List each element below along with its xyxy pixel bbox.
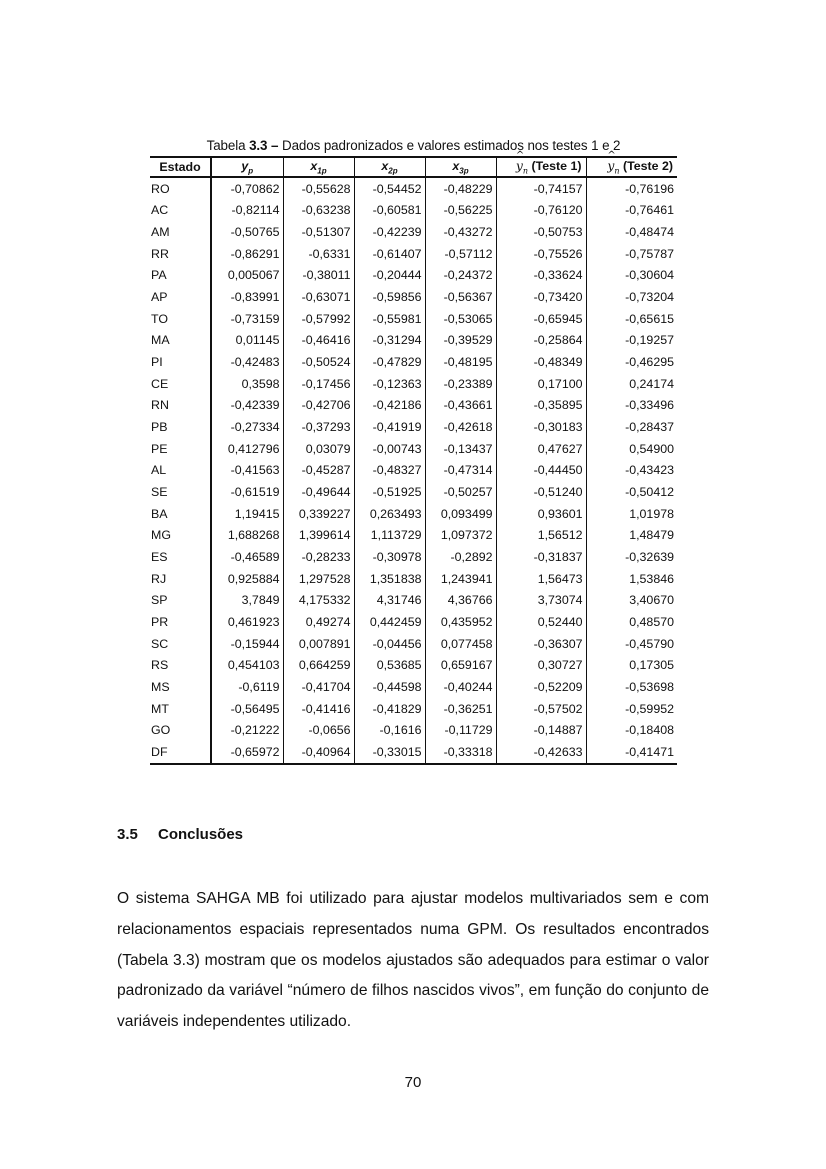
cell-estado: PB: [151, 420, 168, 435]
cell-x2p: 0,442459: [354, 611, 425, 633]
cell-estado: MA: [151, 333, 170, 348]
cell-x1p: 0,49274: [283, 611, 354, 633]
cell-yp: 0,01145: [211, 330, 283, 352]
cell-x2p: 1,351838: [354, 568, 425, 590]
cell-x2p: -0,41829: [354, 698, 425, 720]
cell-x3p: -0,50257: [425, 481, 496, 503]
cell-x3p: 0,077458: [425, 633, 496, 655]
cell-teste2: -0,41471: [586, 741, 677, 764]
cell-yp: 1,688268: [211, 525, 283, 547]
cell-x1p: -0,17456: [283, 373, 354, 395]
cell-teste2: 3,40670: [586, 589, 677, 611]
cell-x2p: -0,1616: [354, 719, 425, 741]
cell-x1p: -0,40964: [283, 741, 354, 764]
cell-estado: MG: [151, 528, 171, 543]
table-row: [150, 525, 677, 547]
cell-teste2: 1,48479: [586, 525, 677, 547]
cell-x2p: 4,31746: [354, 589, 425, 611]
cell-x2p: -0,33015: [354, 741, 425, 764]
cell-x2p: -0,59856: [354, 286, 425, 308]
cell-teste2: -0,19257: [586, 330, 677, 352]
cell-teste1: -0,48349: [496, 351, 586, 373]
header-estado: Estado: [150, 157, 211, 177]
cell-x1p: -0,6331: [283, 243, 354, 265]
table-row: [150, 633, 677, 655]
header-yp-symbol: y: [241, 158, 249, 173]
cell-yp: -0,42339: [211, 395, 283, 417]
cell-teste2: 1,53846: [586, 568, 677, 590]
cell-x1p: -0,55628: [283, 177, 354, 200]
cell-yp: -0,56495: [211, 698, 283, 720]
cell-x1p: -0,42706: [283, 395, 354, 417]
cell-x1p: -0,37293: [283, 416, 354, 438]
cell-estado: MS: [151, 679, 170, 694]
cell-x1p: -0,0656: [283, 719, 354, 741]
header-x2p: [354, 157, 425, 177]
cell-x2p: -0,31294: [354, 330, 425, 352]
cell-x2p: -0,00743: [354, 438, 425, 460]
header-teste1-label: (Teste 1): [531, 159, 582, 174]
conclusion-paragraph: O sistema SAHGA MB foi utilizado para ajustar modelos multivariados sem e com relacionamentos espaciais representados numa GPM. Os resultados encontrados (Tabela 3.3) mostram que os modelos ajustados são adequados para estimar o valor padronizado da variável “número de filhos nascidos vivos”, em função do conjunto de variáveis independentes utilizado.: [117, 890, 709, 1031]
cell-teste1: 1,56473: [496, 568, 586, 590]
cell-teste1: 1,56512: [496, 525, 586, 547]
cell-x3p: -0,33318: [425, 741, 496, 764]
table-row: [150, 676, 677, 698]
cell-x2p: -0,54452: [354, 177, 425, 200]
table-row: [150, 481, 677, 503]
cell-x1p: -0,45287: [283, 460, 354, 482]
cell-teste2: -0,46295: [586, 351, 677, 373]
cell-x1p: -0,51307: [283, 221, 354, 243]
cell-x3p: -0,2892: [425, 546, 496, 568]
cell-teste2: 0,48570: [586, 611, 677, 633]
cell-yp: -0,61519: [211, 481, 283, 503]
cell-x2p: -0,51925: [354, 481, 425, 503]
cell-estado: SE: [151, 485, 168, 500]
cell-x2p: -0,42186: [354, 395, 425, 417]
cell-teste2: 0,24174: [586, 373, 677, 395]
cell-teste1: -0,31837: [496, 546, 586, 568]
table-row: [150, 395, 677, 417]
cell-yp: -0,42483: [211, 351, 283, 373]
cell-teste2: -0,48474: [586, 221, 677, 243]
cell-estado: SC: [151, 636, 169, 651]
cell-x3p: -0,13437: [425, 438, 496, 460]
header-x3p-symbol: x: [452, 158, 460, 173]
cell-x2p: 1,113729: [354, 525, 425, 547]
header-yp: [211, 157, 283, 177]
cell-x3p: -0,36251: [425, 698, 496, 720]
header-x1p-symbol: x: [310, 158, 318, 173]
cell-teste2: -0,59952: [586, 698, 677, 720]
table-body: [150, 177, 677, 764]
cell-x2p: -0,47829: [354, 351, 425, 373]
table-row: [150, 330, 677, 352]
table-row: [150, 654, 677, 676]
cell-x1p: 0,664259: [283, 654, 354, 676]
cell-yp: 0,412796: [211, 438, 283, 460]
data-table: [150, 156, 677, 765]
cell-x3p: -0,23389: [425, 373, 496, 395]
cell-estado: DF: [150, 741, 211, 764]
cell-x3p: 1,243941: [425, 568, 496, 590]
cell-teste2: -0,73204: [586, 286, 677, 308]
cell-teste1: 0,52440: [496, 611, 586, 633]
cell-teste1: -0,25864: [496, 330, 586, 352]
table-row: [150, 308, 677, 330]
table-row: [150, 460, 677, 482]
cell-teste2: -0,30604: [586, 265, 677, 287]
table-row: [150, 243, 677, 265]
cell-x1p: 4,175332: [283, 589, 354, 611]
table-row: [150, 221, 677, 243]
cell-teste1: -0,57502: [496, 698, 586, 720]
cell-x1p: -0,63071: [283, 286, 354, 308]
header-teste2-yhat: [607, 158, 619, 175]
cell-teste2: -0,75787: [586, 243, 677, 265]
cell-x2p: 0,263493: [354, 503, 425, 525]
cell-teste2: -0,65615: [586, 308, 677, 330]
cell-yp: -0,50765: [211, 221, 283, 243]
cell-x1p: -0,38011: [283, 265, 354, 287]
table-row: [150, 200, 677, 222]
cell-estado: RS: [151, 658, 169, 673]
cell-x3p: -0,53065: [425, 308, 496, 330]
cell-x3p: -0,56367: [425, 286, 496, 308]
cell-yp: -0,6119: [211, 676, 283, 698]
cell-teste1: -0,50753: [496, 221, 586, 243]
cell-teste2: 0,54900: [586, 438, 677, 460]
cell-teste2: -0,76461: [586, 200, 677, 222]
cell-estado: ES: [151, 549, 168, 564]
cell-x3p: -0,48229: [425, 177, 496, 200]
table-row: [150, 698, 677, 720]
cell-x2p: -0,60581: [354, 200, 425, 222]
section-title: Conclusões: [158, 826, 244, 843]
section-heading: [117, 826, 243, 843]
cell-yp: -0,21222: [211, 719, 283, 741]
cell-teste1: -0,73420: [496, 286, 586, 308]
cell-estado: RN: [151, 398, 169, 413]
header-teste1-symbol: y: [515, 158, 523, 174]
cell-yp: 3,7849: [211, 589, 283, 611]
cell-x1p: -0,63238: [283, 200, 354, 222]
cell-estado: GO: [151, 723, 171, 738]
cell-x3p: -0,40244: [425, 676, 496, 698]
cell-yp: 0,454103: [211, 654, 283, 676]
cell-x3p: 4,36766: [425, 589, 496, 611]
cell-yp: 0,005067: [211, 265, 283, 287]
header-x3p-sub: 3p: [459, 166, 469, 176]
cell-teste1: 0,30727: [496, 654, 586, 676]
cell-yp: -0,41563: [211, 460, 283, 482]
cell-yp: 1,19415: [211, 503, 283, 525]
cell-teste2: 0,17305: [586, 654, 677, 676]
cell-teste1: -0,36307: [496, 633, 586, 655]
cell-yp: 0,461923: [211, 611, 283, 633]
cell-estado: PA: [151, 268, 167, 283]
header-teste2-label: (Teste 2): [622, 159, 673, 174]
cell-yp: -0,15944: [211, 633, 283, 655]
table-row: [150, 286, 677, 308]
cell-teste1: -0,33624: [496, 265, 586, 287]
header-x1p: [283, 157, 354, 177]
table-row: [150, 589, 677, 611]
cell-x1p: 0,007891: [283, 633, 354, 655]
cell-yp: -0,46589: [211, 546, 283, 568]
table-row: [150, 503, 677, 525]
cell-yp: 0,925884: [211, 568, 283, 590]
cell-x3p: -0,42618: [425, 416, 496, 438]
cell-teste2: -0,53698: [586, 676, 677, 698]
cell-x1p: 0,339227: [283, 503, 354, 525]
cell-estado: RO: [151, 181, 170, 196]
table-caption: [150, 138, 677, 153]
cell-teste2: 1,01978: [586, 503, 677, 525]
cell-x3p: 1,097372: [425, 525, 496, 547]
cell-teste1: -0,52209: [496, 676, 586, 698]
cell-estado: RR: [151, 246, 169, 261]
cell-teste2: -0,33496: [586, 395, 677, 417]
cell-x3p: 0,093499: [425, 503, 496, 525]
cell-estado: AM: [151, 225, 170, 240]
table-row: [150, 177, 677, 200]
header-x2p-symbol: x: [381, 158, 389, 173]
cell-teste2: -0,18408: [586, 719, 677, 741]
cell-x3p: -0,56225: [425, 200, 496, 222]
cell-yp: 0,3598: [211, 373, 283, 395]
header-x1p-sub: 1p: [317, 166, 327, 176]
caption-text: Dados padronizados e valores estimados nos testes 1 e 2: [282, 138, 621, 153]
cell-x3p: 0,659167: [425, 654, 496, 676]
cell-x2p: -0,42239: [354, 221, 425, 243]
cell-x1p: -0,28233: [283, 546, 354, 568]
cell-yp: -0,73159: [211, 308, 283, 330]
cell-estado: PI: [151, 355, 163, 370]
cell-x1p: -0,50524: [283, 351, 354, 373]
table-row: [150, 611, 677, 633]
table-row: [150, 719, 677, 741]
cell-yp: -0,82114: [211, 200, 283, 222]
cell-x3p: -0,24372: [425, 265, 496, 287]
cell-x1p: 1,297528: [283, 568, 354, 590]
cell-x2p: -0,44598: [354, 676, 425, 698]
cell-teste1: 0,47627: [496, 438, 586, 460]
table-row: [150, 546, 677, 568]
cell-estado: PR: [151, 614, 169, 629]
cell-x2p: -0,61407: [354, 243, 425, 265]
cell-teste1: -0,35895: [496, 395, 586, 417]
cell-x1p: -0,57992: [283, 308, 354, 330]
cell-x3p: -0,11729: [425, 719, 496, 741]
cell-x2p: -0,55981: [354, 308, 425, 330]
caption-dash: –: [267, 138, 282, 153]
cell-x2p: -0,30978: [354, 546, 425, 568]
cell-estado: SP: [151, 593, 168, 608]
cell-yp: -0,86291: [211, 243, 283, 265]
caption-number: 3.3: [249, 138, 268, 153]
section-number: 3.5: [117, 826, 138, 843]
table-row: [150, 416, 677, 438]
cell-teste2: -0,32639: [586, 546, 677, 568]
cell-estado: BA: [151, 506, 168, 521]
cell-x3p: -0,57112: [425, 243, 496, 265]
cell-teste2: -0,43423: [586, 460, 677, 482]
cell-x1p: 0,03079: [283, 438, 354, 460]
table-row: [150, 568, 677, 590]
table-row: [150, 438, 677, 460]
cell-yp: -0,65972: [211, 741, 283, 764]
cell-teste1: -0,74157: [496, 177, 586, 200]
cell-x2p: 0,53685: [354, 654, 425, 676]
cell-teste1: -0,14887: [496, 719, 586, 741]
cell-estado: AC: [151, 203, 169, 218]
header-teste2-symbol: y: [607, 158, 615, 174]
cell-teste1: -0,76120: [496, 200, 586, 222]
header-yp-sub: p: [248, 166, 254, 176]
table-row: [150, 351, 677, 373]
cell-yp: -0,27334: [211, 416, 283, 438]
header-teste1-yhat: [516, 158, 528, 175]
cell-x3p: -0,47314: [425, 460, 496, 482]
cell-teste1: -0,51240: [496, 481, 586, 503]
cell-teste2: -0,28437: [586, 416, 677, 438]
cell-x1p: -0,41704: [283, 676, 354, 698]
cell-x2p: -0,12363: [354, 373, 425, 395]
cell-teste2: -0,50412: [586, 481, 677, 503]
cell-x2p: -0,48327: [354, 460, 425, 482]
cell-x3p: 0,435952: [425, 611, 496, 633]
cell-teste1: -0,75526: [496, 243, 586, 265]
caption-prefix: Tabela: [206, 138, 250, 153]
cell-x3p: -0,43661: [425, 395, 496, 417]
cell-x2p: -0,20444: [354, 265, 425, 287]
cell-x1p: 1,399614: [283, 525, 354, 547]
cell-estado: AL: [151, 463, 167, 478]
table-row: [150, 373, 677, 395]
header-teste1: [496, 157, 586, 177]
header-x2p-sub: 2p: [388, 166, 398, 176]
cell-teste1: 3,73074: [496, 589, 586, 611]
cell-yp: -0,83991: [211, 286, 283, 308]
header-teste2: [586, 157, 677, 177]
cell-teste1: -0,44450: [496, 460, 586, 482]
page-number: 70: [404, 1074, 422, 1091]
header-teste2-sub: n: [614, 166, 620, 176]
cell-teste2: -0,45790: [586, 633, 677, 655]
cell-x2p: -0,41919: [354, 416, 425, 438]
cell-estado: TO: [151, 311, 168, 326]
cell-yp: -0,70862: [211, 177, 283, 200]
cell-teste1: 0,17100: [496, 373, 586, 395]
cell-teste1: 0,93601: [496, 503, 586, 525]
cell-teste2: -0,76196: [586, 177, 677, 200]
table-row: [150, 265, 677, 287]
cell-x3p: -0,39529: [425, 330, 496, 352]
cell-estado: PE: [151, 441, 168, 456]
cell-estado: AP: [151, 290, 168, 305]
cell-teste1: -0,65945: [496, 308, 586, 330]
header-teste1-sub: n: [522, 166, 528, 176]
table-row: [150, 741, 677, 764]
cell-x1p: -0,49644: [283, 481, 354, 503]
cell-x1p: -0,41416: [283, 698, 354, 720]
cell-x2p: -0,04456: [354, 633, 425, 655]
cell-x3p: -0,48195: [425, 351, 496, 373]
cell-estado: CE: [151, 376, 169, 391]
cell-estado: RJ: [151, 571, 167, 586]
cell-estado: MT: [151, 701, 169, 716]
table-header-row: [150, 157, 677, 177]
cell-teste1: -0,30183: [496, 416, 586, 438]
header-x3p: [425, 157, 496, 177]
cell-x3p: -0,43272: [425, 221, 496, 243]
cell-teste1: -0,42633: [496, 741, 586, 764]
cell-x1p: -0,46416: [283, 330, 354, 352]
